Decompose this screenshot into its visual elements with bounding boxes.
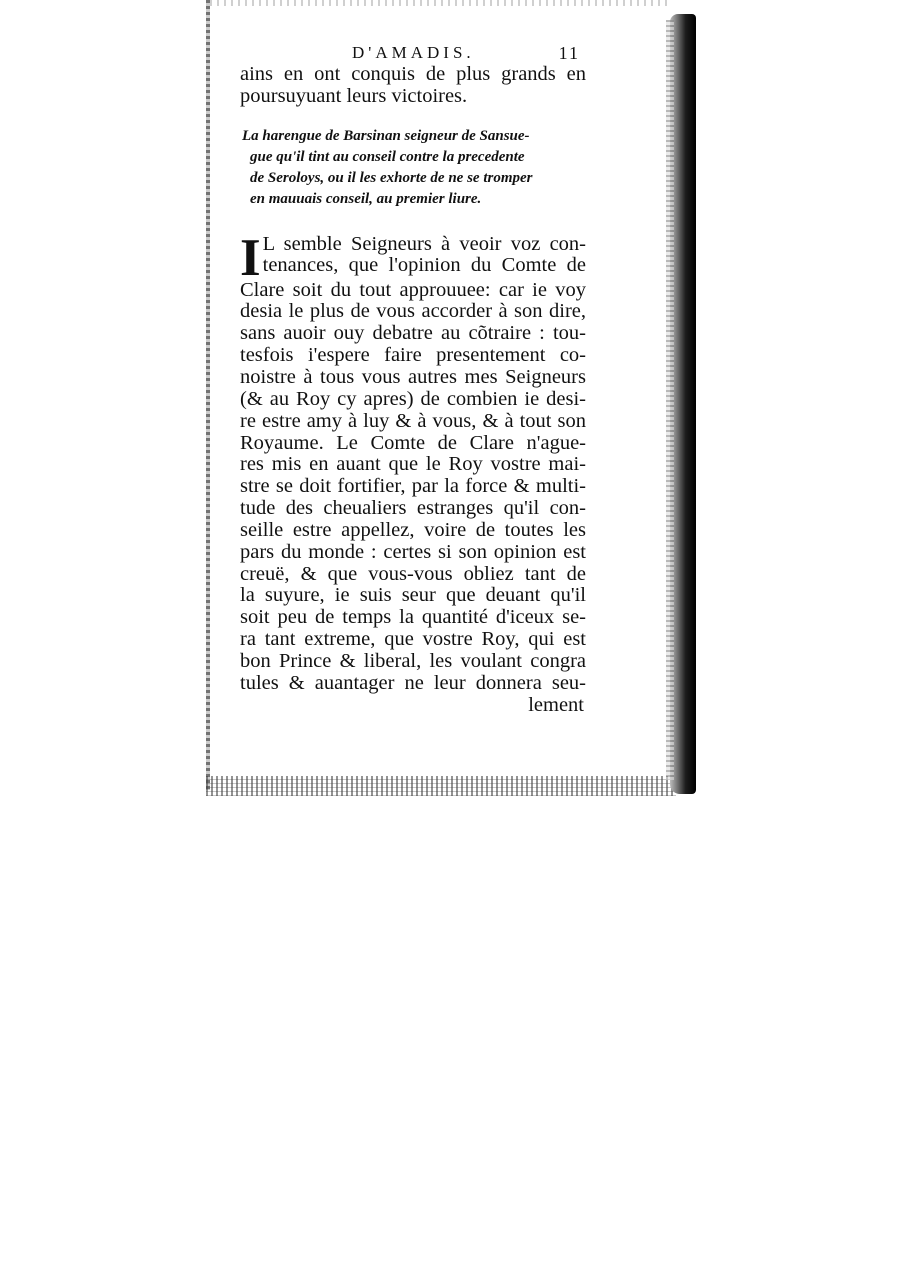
text-line: (& au Roy cy apres) de combien ie desi- (240, 387, 586, 410)
text-line: seille estre appellez, voire de toutes les (240, 518, 586, 541)
text-line: stre se doit fortifier, par la force & multi- (240, 475, 586, 498)
text-line: res mis en auant que le Roy vostre mai- (240, 453, 586, 476)
running-head (240, 30, 586, 64)
text-line: tesfois i'espere faire presentement co- (240, 344, 586, 367)
fore-edge-texture (666, 20, 674, 780)
left-edge-shadow (206, 0, 210, 790)
page-number: 11 (558, 43, 580, 63)
text-line: desia le plus de vous accorder à son dire, (240, 300, 586, 323)
text-line: bon Prince & liberal, les voulant congra (240, 649, 586, 672)
drop-initial: I (240, 228, 261, 287)
text-line: re estre amy à luy & à vous, & à tout son (240, 409, 586, 432)
heading-line: en mauuais conseil, au premier liure. (250, 190, 482, 207)
bottom-edge-shadow (206, 776, 676, 796)
text-line: soit peu de temps la quantité d'iceux se- (240, 606, 586, 629)
text-line: ra tant extreme, que vostre Roy, qui est (240, 628, 586, 651)
text-line: Clare soit du tout approuuee: car ie voy (240, 278, 586, 301)
text-line: poursuyuant leurs victoires. (240, 84, 468, 107)
heading-line: La harengue de Barsinan seigneur de Sansue- (242, 127, 530, 144)
catchword: lement (528, 693, 584, 716)
section-heading (242, 126, 586, 210)
text-line: tude des cheualiers estranges qu'il con- (240, 497, 586, 520)
text-line: creuë, & que vous-vous obliez tant de (240, 562, 586, 585)
text-line: tules & auantager ne leur donnera seu- (240, 671, 586, 694)
continuation-text (240, 64, 586, 108)
body-text (240, 228, 586, 717)
text-line: L semble Seigneurs à veoir voz con- (262, 232, 586, 255)
top-edge-shadow (210, 0, 670, 6)
text-line: tenances, que l'opinion du Comte de (262, 254, 586, 277)
text-block (240, 30, 586, 716)
text-line: noistre à tous vous autres mes Seigneurs (240, 365, 586, 388)
text-line: pars du monde : certes si son opinion est (240, 540, 586, 563)
running-title: D'AMADIS. (352, 43, 475, 62)
text-line: ains en ont conquis de plus grands en (240, 63, 586, 85)
text-line: sans auoir ouy debatre au cõtraire : tou- (240, 322, 586, 345)
text-line: la suyure, ie suis seur que deuant qu'il (240, 584, 586, 607)
text-line: Royaume. Le Comte de Clare n'ague- (240, 431, 586, 454)
heading-line: de Seroloys, ou il les exhorte de ne se tromper (250, 169, 533, 186)
heading-line: gue qu'il tint au conseil contre la precedente (250, 148, 525, 165)
